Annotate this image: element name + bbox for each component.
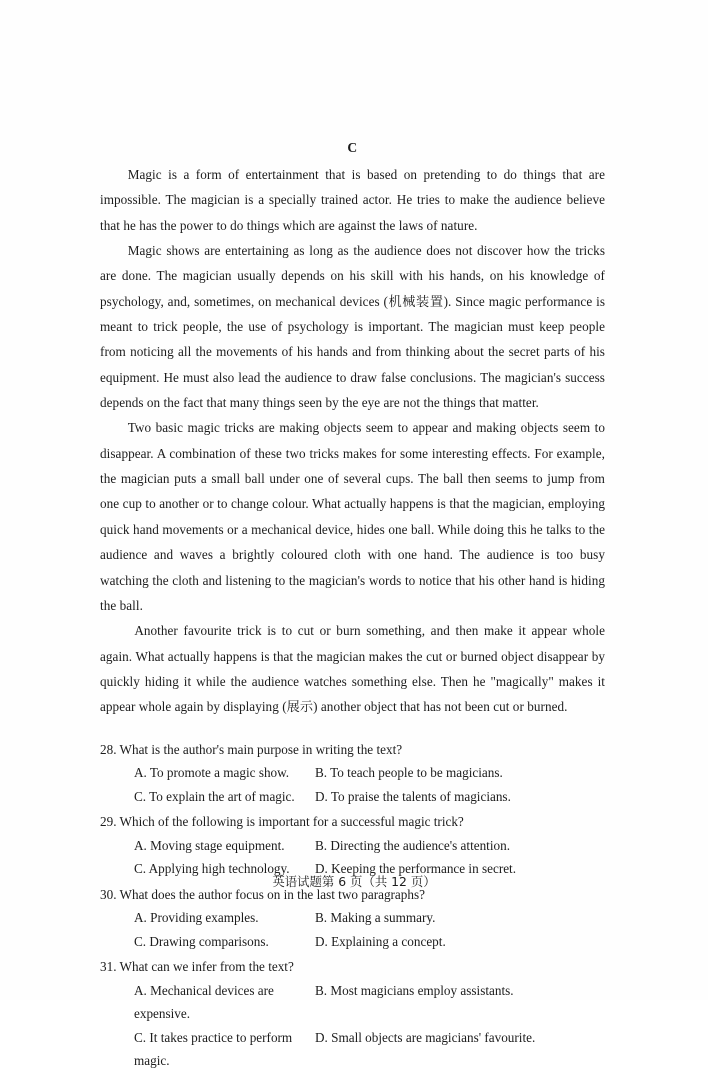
option-a[interactable]: A. Mechanical devices are expensive.	[134, 982, 274, 1022]
section-letter: C	[347, 140, 358, 155]
option-b[interactable]: B. Making a summary.	[315, 910, 436, 926]
passage-paragraph-3: Two basic magic tricks are making objects seem to appear and making objects seem to disappear. A combination of these two tricks makes for some interesting effects. For example, the magician puts a small ball under one of several cups. The ball then seems to jump from one cup to another or to change colour. What actually happens is that the magician, employing quick hand movements or a mechanical device, hides one ball. While doing this he talks to the audience and waves a brightly coloured cloth with one hand. The audience is too busy watching the cloth and listening to the magician's words to notice that his other hand is hiding the ball.	[100, 420, 605, 613]
passage-paragraph-2: Magic shows are entertaining as long as the audience does not discover how the tricks are done. The magician usually depends on his skill with his hands, on his knowledge of psychology, and, sometimes, on mechanical devices (机械装置). Since magic performance is meant to trick people, the use of psychology is important. The magician must keep people from noticing all the movements of his hands and from thinking about the secret parts of his equipment. He must also lead the audience to draw false conclusions. The magician's success depends on the fact that many things seen by the eye are not the things that matter.	[100, 243, 605, 411]
question-item	[100, 738, 605, 809]
option-d[interactable]: D. Keeping the performance in secret.	[315, 861, 517, 877]
option-row	[100, 1026, 605, 1073]
option-b[interactable]: B. To teach people to be magicians.	[315, 765, 503, 781]
question-stem: 30. What does the author focus on in the last two paragraphs?	[100, 886, 425, 902]
page-content	[100, 140, 605, 1075]
passage-paragraph-4: Another favourite trick is to cut or burn something, and then make it appear whole again. What actually happens is that the magician makes the cut or burned object disappear by quickly hiding it while the audience watches something else. Then he "magically" makes it appear whole again by displaying (展示) another object that has not been cut or burned.	[100, 623, 605, 715]
option-row	[100, 834, 605, 858]
page-number-label: 英语试题第 6 页（共 12 页）	[272, 874, 436, 889]
option-row	[100, 785, 605, 809]
option-d[interactable]: D. To praise the talents of magicians.	[315, 788, 511, 804]
question-stem: 28. What is the author's main purpose in writing the text?	[100, 741, 403, 757]
questions-list	[100, 738, 605, 1073]
passage-paragraph-1: Magic is a form of entertainment that is based on pretending to do things that are impossible. The magician is a specially trained actor. He tries to make the audience believe that he has the power to do things which are against the laws of nature.	[100, 167, 605, 233]
question-options	[100, 979, 605, 1073]
option-c[interactable]: C. To explain the art of magic.	[134, 788, 295, 804]
question-item	[100, 883, 605, 954]
question-options	[100, 906, 605, 953]
option-a[interactable]: A. Moving stage equipment.	[134, 837, 285, 853]
question-stem: 29. Which of the following is important for a successful magic trick?	[100, 814, 464, 830]
question-item	[100, 955, 605, 1073]
option-b[interactable]: B. Most magicians employ assistants.	[315, 982, 514, 998]
option-row	[100, 761, 605, 785]
option-a[interactable]: A. Providing examples.	[134, 910, 259, 926]
question-stem: 31. What can we infer from the text?	[100, 959, 294, 975]
option-row	[100, 906, 605, 930]
option-d[interactable]: D. Explaining a concept.	[315, 933, 446, 949]
option-row	[100, 930, 605, 954]
option-b[interactable]: B. Directing the audience's attention.	[315, 837, 510, 853]
option-c[interactable]: C. Drawing comparisons.	[134, 933, 269, 949]
question-options	[100, 761, 605, 808]
option-c[interactable]: C. Applying high technology.	[134, 861, 290, 877]
page-footer	[0, 872, 708, 890]
option-row	[100, 979, 605, 1026]
question-item	[100, 810, 605, 881]
option-a[interactable]: A. To promote a magic show.	[134, 765, 290, 781]
option-c[interactable]: C. It takes practice to perform magic.	[134, 1029, 293, 1069]
option-d[interactable]: D. Small objects are magicians' favourite.	[315, 1029, 536, 1045]
